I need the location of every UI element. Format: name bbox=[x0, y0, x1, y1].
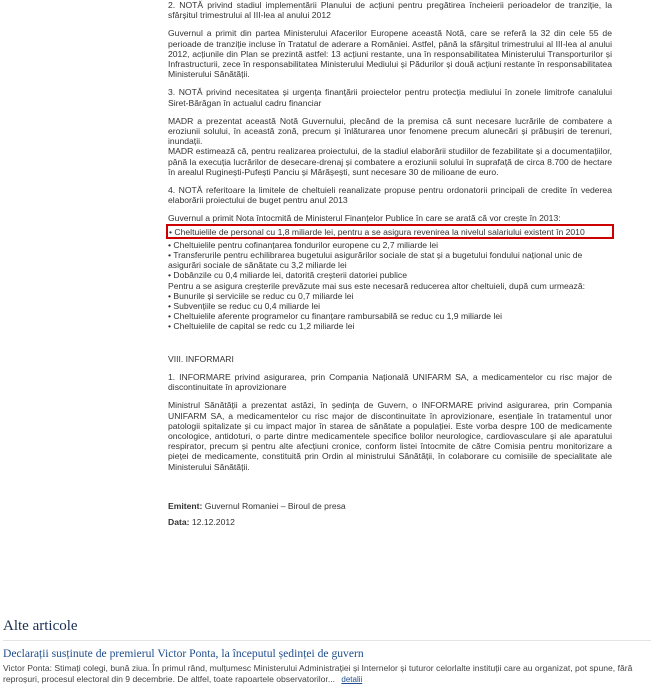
related-articles bbox=[3, 616, 651, 685]
related-article-excerpt bbox=[3, 663, 643, 685]
list-item: • Cheltuielile pentru cofinanțarea fondurilor europene cu 2,7 miliarde lei bbox=[168, 239, 439, 250]
emitent-row bbox=[168, 498, 612, 514]
related-article-link[interactable]: Declarații susținute de premierul Victor Ponta, la începutul ședinței de guvern bbox=[3, 647, 364, 660]
date-label: Data: bbox=[168, 516, 190, 527]
info-1-body: Ministrul Sănătății a prezentat astăzi, în ședința de Guvern, o INFORMARE privind asigurarea, prin Compania UNIFARM SA, a medicamentelor cu risc major de discontinuitate în aprovizionare, esențiale în tratamentul unor patologii spitalizate și cu impact major în starea de sănătate a populației. Este vorba despre 100 de medicamente oncologice, antidoturi, o parte dintre medicamentele specifice bolilor neurologice, cardiovasculare și ale aparatului respirator, precum și pentru alte afecțiuni cronice, conform listei întocmite de către Comisia pentru monitorizare a pieței de medicamente, constituită prin Ordin al ministrului Sănătății, în colaborare cu comisiile de specialitate ale Ministerului Sănătății. bbox=[168, 400, 612, 472]
section-heading: VIII. INFORMARI bbox=[168, 353, 234, 364]
list-item: • Dobânzile cu 0,4 miliarde lei, datorită creșterii datoriei publice bbox=[168, 270, 407, 281]
list-item: • Cheltuielile de capital se redc cu 1,2 miliarde lei bbox=[168, 321, 355, 332]
info-1-title: 1. INFORMARE privind asigurarea, prin Compania Națională UNIFARM SA, a medicamentelor cu risc major de discontinuitate în aprovizionare bbox=[168, 371, 612, 393]
excerpt-text: Victor Ponta: Stimați colegi, bună ziua. În primul rând, mulțumesc Ministerului Administrației și Internelor și tuturor celorlalte instituții care au organizat, pot spune, fără reproșuri, procesul electoral din 9 decembrie. De altfel, toate rapoartele observatorilor... bbox=[3, 663, 633, 684]
list-item: • Subvențiile se reduc cu 0,4 miliarde lei bbox=[168, 301, 321, 312]
emitent-value: Guvernul Romaniei – Biroul de presa bbox=[204, 500, 346, 511]
reduction-intro: Pentru a se asigura creșterile prevăzute mai sus este necesară reducerea altor cheltuieli, după cum urmează: bbox=[168, 280, 586, 291]
increase-list bbox=[168, 240, 612, 281]
note-4-intro: Guvernul a primit Nota întocmită de Ministerul Finanțelor Publice în care se arată că vor crește în 2013: bbox=[168, 213, 561, 224]
list-item: • Cheltuielile aferente programelor cu finanțare rambursabilă se reduc cu 1,9 miliarde lei bbox=[168, 311, 503, 322]
list-item: • Bunurile și serviciile se reduc cu 0,7 miliarde lei bbox=[168, 290, 354, 301]
highlighted-bullet: • Cheltuielile de personal cu 1,8 miliarde lei, pentru a se asigura revenirea la nivelul salariului existent în 2010 bbox=[166, 224, 614, 239]
article-body bbox=[168, 0, 612, 530]
note-2-title: 2. NOTĂ privind stadiul implementării Planului de acțiuni pentru pregătirea încheierii perioadelor de tranziție, la sfârșitul trimestrului al III-lea al anului 2012 bbox=[168, 0, 612, 21]
note-2-body: Guvernul a primit din partea Ministerului Afacerilor Europene această Notă, care se referă la 32 din cele 55 de perioade de tranziție incluse în Tratatul de aderare a României. Astfel, până la sfârșitul trimestrului al III-lea al anului 2012, acțiunile din Plan se prezintă astfel: 13 acțiuni restante, una în responsabilitatea Ministerului Transporturilor și Infrastructurii, zece în responsabilitatea Ministerului Mediului și Pădurilor și două acțiuni restante în responsabilitatea Ministerului Sănătății. bbox=[168, 28, 612, 80]
details-link[interactable]: detalii bbox=[341, 675, 363, 684]
date-row bbox=[168, 514, 612, 530]
reduction-list bbox=[168, 291, 612, 332]
note-3-body-b: MADR estimează că, pentru realizarea proiectului, de la stadiul elaborării studiilor de fezabilitate și a documentațiilor, până la execuția lucrărilor de desecare-drenaj și combatere a eroziunii solului în suprafață de circa 8.700 de hectare în arealul Ruginești-Pufești Panciu și Mărășești, sunt necesare 30 de milioane de euro. bbox=[168, 146, 612, 177]
emitent-label: Emitent: bbox=[168, 500, 203, 511]
article-meta bbox=[168, 498, 612, 530]
note-4-title: 4. NOTĂ referitoare la limitele de cheltuieli reanalizate propuse pentru ordonatorii principali de credite în vederea elaborării proiectului de buget pentru anul 2013 bbox=[168, 185, 612, 206]
related-heading: Alte articole bbox=[3, 616, 651, 641]
note-3-title: 3. NOTĂ privind necesitatea și urgența finanțării proiectelor pentru protecția mediului în zonele limitrofe canalului Siret-Bărăgan în actualul cadru financiar bbox=[168, 87, 612, 108]
date-value: 12.12.2012 bbox=[191, 516, 235, 527]
list-item: • Transferurile pentru echilibrarea bugetului asigurărilor sociale de stat și a bugetului fondului național unic de asigurări sociale de sănătate cu 3,2 miliarde lei bbox=[168, 250, 583, 271]
note-3-body-a: MADR a prezentat această Notă Guvernului, plecând de la premisa că sunt necesare lucrările de combatere a eroziunii solului, în această zonă, precum și înlăturarea unor fenomene precum alunecări și prăbușiri de terenuri, inundații. bbox=[168, 115, 612, 147]
